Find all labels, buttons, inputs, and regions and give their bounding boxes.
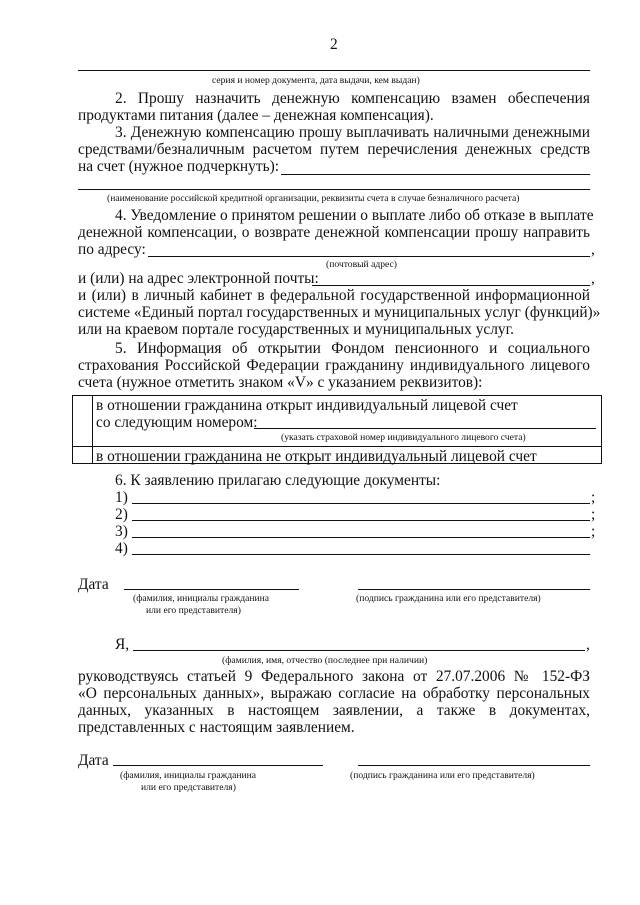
attachment-1-end: ; <box>591 489 596 506</box>
name-caption-1a: (фамилия, инициалы гражданина <box>133 593 270 604</box>
attachment-1-label: 1) <box>115 489 128 506</box>
bank-details-line[interactable] <box>78 189 590 190</box>
account-opened-checkbox[interactable] <box>73 396 91 445</box>
paragraph-5 <box>78 340 590 391</box>
ya-label: Я, <box>115 636 130 653</box>
paragraph-3-line-1: 3. Денежную компенсацию прошу выплачивать наличными денежными <box>115 124 590 141</box>
bank-details-caption: (наименование российской кредитной организации, реквизиты счета в случае безналичного расчета) <box>107 193 520 204</box>
document-series-caption: серия и номер документа, дата выдачи, кем выдан) <box>212 75 420 86</box>
paragraph-3-line-2: средствами/безналичным расчетом путем перечисления денежных средств <box>78 141 590 158</box>
paragraph-2-line-2: продуктами питания (далее – денежная компенсация). <box>78 107 434 124</box>
account-number-caption: (указать страховой номер индивидуального лицевого счета) <box>281 432 526 443</box>
signature-caption-1: (подпись гражданина или его представителя) <box>356 593 541 604</box>
postal-address-end: , <box>591 241 595 258</box>
name-caption-2b: или его представителя) <box>141 782 236 793</box>
date-label-1: Дата <box>78 576 109 593</box>
name-caption-2a: (фамилия, инициалы гражданина <box>120 770 257 781</box>
name-line-1[interactable] <box>124 589 299 590</box>
paragraph-4-line-1: 4. Уведомление о принятом решении о выплате либо об отказе в выплате <box>115 207 594 224</box>
attachment-2-label: 2) <box>115 506 128 523</box>
attachments-title: 6. К заявлению прилагаю следующие документы: <box>115 472 441 489</box>
paragraph-4-line-3: по адресу: <box>78 241 146 258</box>
account-number-line[interactable] <box>254 428 596 429</box>
consent-line-4: представленных с настоящим заявлением. <box>78 719 355 736</box>
paragraph-4 <box>78 207 594 258</box>
paragraph-5-line-2: страхования Российской Федерации гражданину индивидуального лицевого <box>78 357 590 374</box>
consent-text <box>78 668 590 736</box>
paragraph-5-line-1: 5. Информация об открытии Фондом пенсионного и социального <box>115 340 590 357</box>
paragraph-2-line-1: 2. Прошу назначить денежную компенсацию взамен обеспечения <box>115 90 590 107</box>
signature-caption-2: (подпись гражданина или его представителя) <box>350 770 535 781</box>
full-name-line[interactable] <box>133 650 585 651</box>
postal-address-caption: (почтовый адрес) <box>326 259 397 270</box>
paragraph-4-line-5: и (или) в личный кабинет в федеральной государственной информационной <box>78 287 590 304</box>
consent-line-2: «О персональных данных», выражаю согласие на обработку персональных <box>78 685 590 702</box>
table-row-divider <box>72 446 602 447</box>
attachment-2-end: ; <box>591 506 596 523</box>
paragraph-2 <box>78 90 590 124</box>
account-field-line[interactable] <box>281 174 590 175</box>
paragraph-3-line-3: на счет (нужное подчеркнуть): <box>78 158 280 175</box>
email-end: , <box>591 270 595 287</box>
consent-line-3: данных, указанных в настоящем заявлении, а также в документах, <box>78 702 590 719</box>
attachment-3-label: 3) <box>115 523 128 540</box>
paragraph-3 <box>78 124 590 175</box>
paragraph-4-line-7: или на краевом портале государственных и муниципальных услуг. <box>78 321 515 338</box>
signature-line-1[interactable] <box>358 589 590 590</box>
attachment-3-end: ; <box>591 523 596 540</box>
email-label: и (или) на адрес электронной почты: <box>78 270 319 287</box>
paragraph-4-cont <box>78 287 601 338</box>
account-number-label: со следующим номером: <box>96 414 258 431</box>
paragraph-5-line-3: счета (нужное отметить знаком «V» с указанием реквизитов): <box>78 374 483 391</box>
attachment-4-label: 4) <box>115 540 128 557</box>
document-series-line <box>78 70 590 71</box>
attachment-3-line[interactable] <box>132 537 590 538</box>
full-name-caption: (фамилия, имя, отчество (последнее при наличии) <box>222 655 428 666</box>
date-label-2: Дата <box>78 752 109 769</box>
consent-line-1: руководствуясь статьей 9 Федерального закона от 27.07.2006 № 152-ФЗ <box>78 668 590 685</box>
account-not-opened-text: в отношении гражданина не открыт индивидуальный лицевой счет <box>96 448 537 465</box>
paragraph-4-line-2: денежной компенсации, о возврате денежной компенсации прошу направить <box>78 224 590 241</box>
email-address-line[interactable] <box>312 285 590 286</box>
paragraph-4-line-6: системе «Единый портал государственных и муниципальных услуг (функций)» <box>78 304 601 321</box>
account-opened-text: в отношении гражданина открыт индивидуальный лицевой счет <box>96 397 518 414</box>
table-column-divider <box>92 395 93 464</box>
ya-end: , <box>586 636 590 653</box>
attachment-2-line[interactable] <box>132 520 590 521</box>
page-number: 2 <box>330 36 338 53</box>
name-line-2[interactable] <box>113 765 323 766</box>
signature-line-2[interactable] <box>358 765 590 766</box>
attachment-1-line[interactable] <box>132 503 590 504</box>
postal-address-line[interactable] <box>148 256 590 257</box>
name-caption-1b: или его представителя) <box>146 605 241 616</box>
account-not-opened-checkbox[interactable] <box>73 447 91 463</box>
attachment-4-line[interactable] <box>132 554 590 555</box>
